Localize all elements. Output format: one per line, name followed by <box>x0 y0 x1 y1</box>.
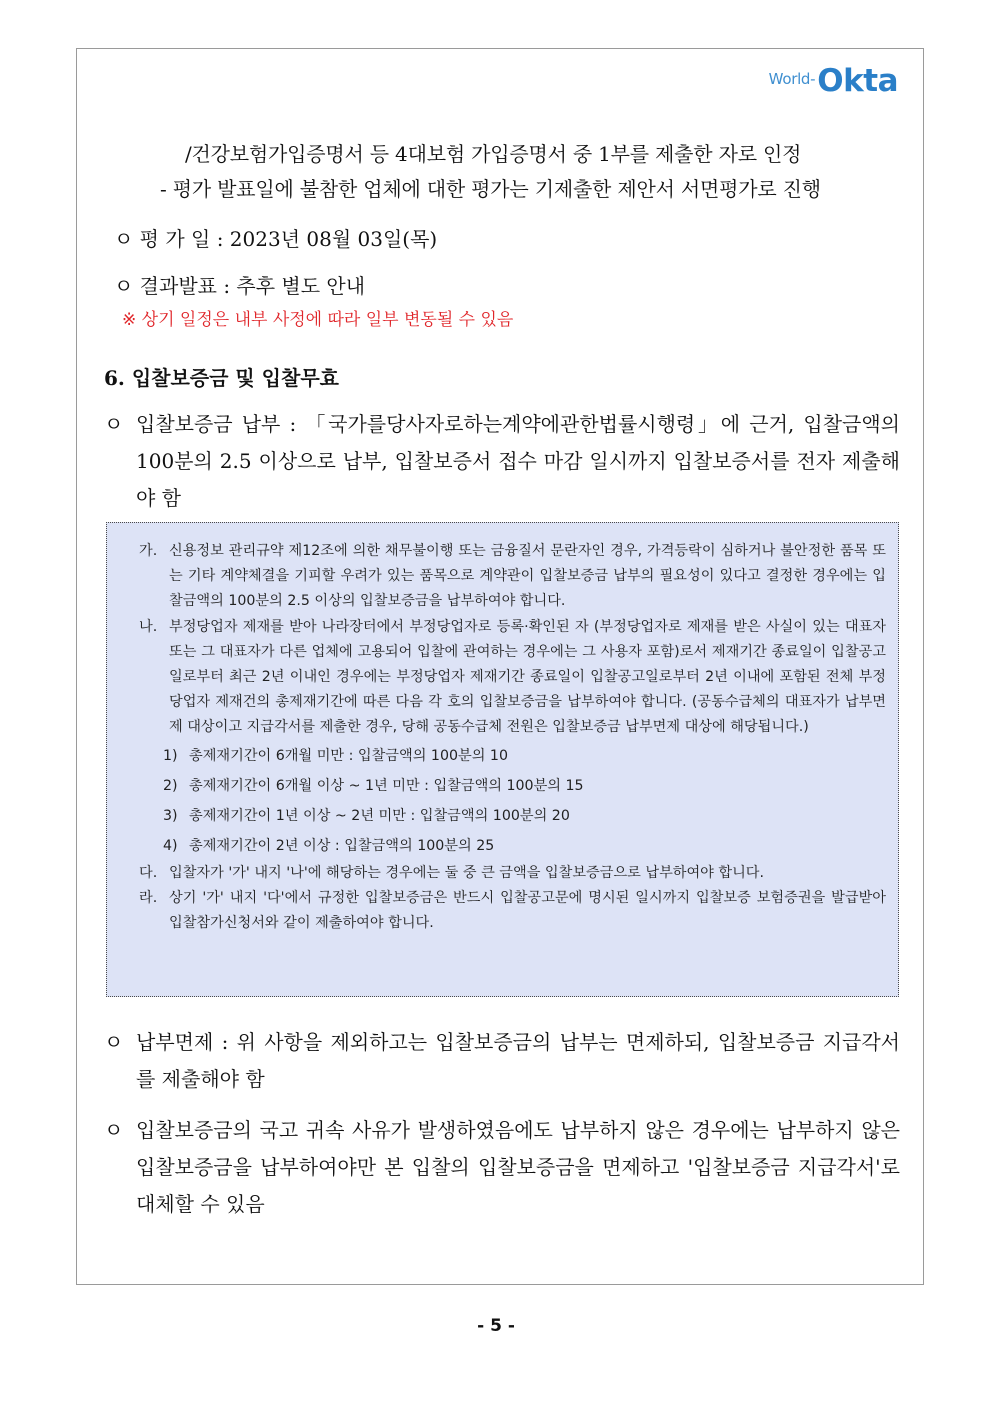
logo-main: Okta <box>817 63 898 99</box>
list-item <box>139 886 886 936</box>
list-text: 신용정보 관리규약 제12조에 의한 채무불이행 또는 금융질서 문란자인 경우, 가격등락이 심하거나 불안정한 품목 또는 기타 계약체결을 기피할 우려가 있는 품목으로 계약관이 입찰보증금 납부의 필요성이 있다고 결정한 경우에는 입찰금액의 100분의 2.5 이상의 입찰보증금을 납부하여야 합니다. <box>169 543 886 610</box>
list-marker: 라. <box>139 889 158 906</box>
paragraph-bid-deposit <box>104 406 900 517</box>
list-text: 부정당업자 제재를 받아 나라장터에서 부정당업자로 등록·확인된 자 (부정당업자로 제재를 받은 사실이 있는 대표자 또는 그 대표자가 다른 업체에 고용되어 입찰에 관여하는 경우에는 그 사용자 포함)로서 제재기간 종료일이 입찰공고일로부터 최근 2년 이내인 경우에는 부정당업자 제재기간 종료일이 입찰공고일로부터 2년 이내에 포함된 전체 부정당업자 제재건의 총제재기간에 따른 다음 각 호의 입찰보증금을 납부하여야 합니다. (공동수급체의 대표자가 납부면제 대상이고 지급각서를 제출한 경우, 당해 공동수급체 전원은 입찰보증금 납부면제 대상에 해당됩니다.) <box>169 618 886 736</box>
list-item <box>139 861 886 886</box>
paragraph-exemption <box>104 1024 900 1098</box>
sub-list-marker: 1) <box>163 747 178 764</box>
list-marker: 다. <box>139 864 158 881</box>
bullet-marker: ㅇ <box>104 1118 124 1142</box>
logo-prefix: World- <box>768 70 816 88</box>
page-number: - 5 - <box>477 1316 515 1336</box>
text-line-absent-evaluation: - 평가 발표일에 불참한 업체에 대한 평가는 기제출한 제안서 서면평가로 진행 <box>160 177 821 201</box>
sub-list-item <box>163 741 886 771</box>
sub-list-text: 총제재기간이 1년 이상 ~ 2년 미만 : 입찰금액의 100분의 20 <box>189 807 570 824</box>
sub-list-text: 총제재기간이 6개월 미만 : 입찰금액의 100분의 10 <box>189 747 508 764</box>
section-heading: 6. 입찰보증금 및 입찰무효 <box>104 366 339 390</box>
sub-list-item <box>163 831 886 861</box>
sub-list-item <box>163 801 886 831</box>
list-text: 상기 '가' 내지 '다'에서 규정한 입찰보증금은 반드시 입찰공고문에 명시된 일시까지 입찰보증 보험증권을 발급받아 입찰참가신청서와 같이 제출하여야 합니다. <box>169 889 886 932</box>
sub-list-item <box>163 771 886 801</box>
paragraph-text: 입찰보증금 납부 : 「국가를당사자로하는계약에관한법률시행령」에 근거, 입찰금액의 100분의 2.5 이상으로 납부, 입찰보증서 접수 마감 일시까지 입찰보증서를 전자 제출해야 함 <box>136 412 900 510</box>
schedule-change-note: ※ 상기 일정은 내부 사정에 따라 일부 변동될 수 있음 <box>122 310 514 330</box>
sub-list-text: 총제재기간이 6개월 이상 ~ 1년 미만 : 입찰금액의 100분의 15 <box>189 777 584 794</box>
sub-list-marker: 4) <box>163 837 178 854</box>
list-item <box>139 539 886 615</box>
list-marker: 나. <box>139 618 158 635</box>
bid-deposit-detail-box <box>106 522 899 997</box>
list-marker: 가. <box>139 543 158 559</box>
paragraph-forfeiture <box>104 1112 900 1223</box>
sub-list-text: 총제재기간이 2년 이상 : 입찰금액의 100분의 25 <box>189 837 495 854</box>
evaluation-date: ㅇ 평 가 일 : 2023년 08월 03일(목) <box>114 227 438 251</box>
list-item <box>139 615 886 741</box>
bullet-marker: ㅇ <box>104 1030 124 1054</box>
result-announcement: ㅇ 결과발표 : 추후 별도 안내 <box>114 274 366 298</box>
paragraph-text: 입찰보증금의 국고 귀속 사유가 발생하였음에도 납부하지 않은 경우에는 납부하지 않은 입찰보증금을 납부하여야만 본 입찰의 입찰보증금을 면제하고 '입찰보증금 지급각서'로 대체할 수 있음 <box>136 1118 900 1216</box>
sub-list-marker: 3) <box>163 807 178 824</box>
text-line-insurance-certificate: /건강보험가입증명서 등 4대보험 가입증명서 중 1부를 제출한 자로 인정 <box>185 142 802 166</box>
world-okta-logo <box>768 63 898 99</box>
bullet-marker: ㅇ <box>104 412 124 436</box>
paragraph-text: 납부면제 : 위 사항을 제외하고는 입찰보증금의 납부는 면제하되, 입찰보증금 지급각서를 제출해야 함 <box>136 1030 900 1091</box>
sub-list-marker: 2) <box>163 777 178 794</box>
list-text: 입찰자가 '가' 내지 '나'에 해당하는 경우에는 둘 중 큰 금액을 입찰보증금으로 납부하여야 합니다. <box>169 864 765 881</box>
